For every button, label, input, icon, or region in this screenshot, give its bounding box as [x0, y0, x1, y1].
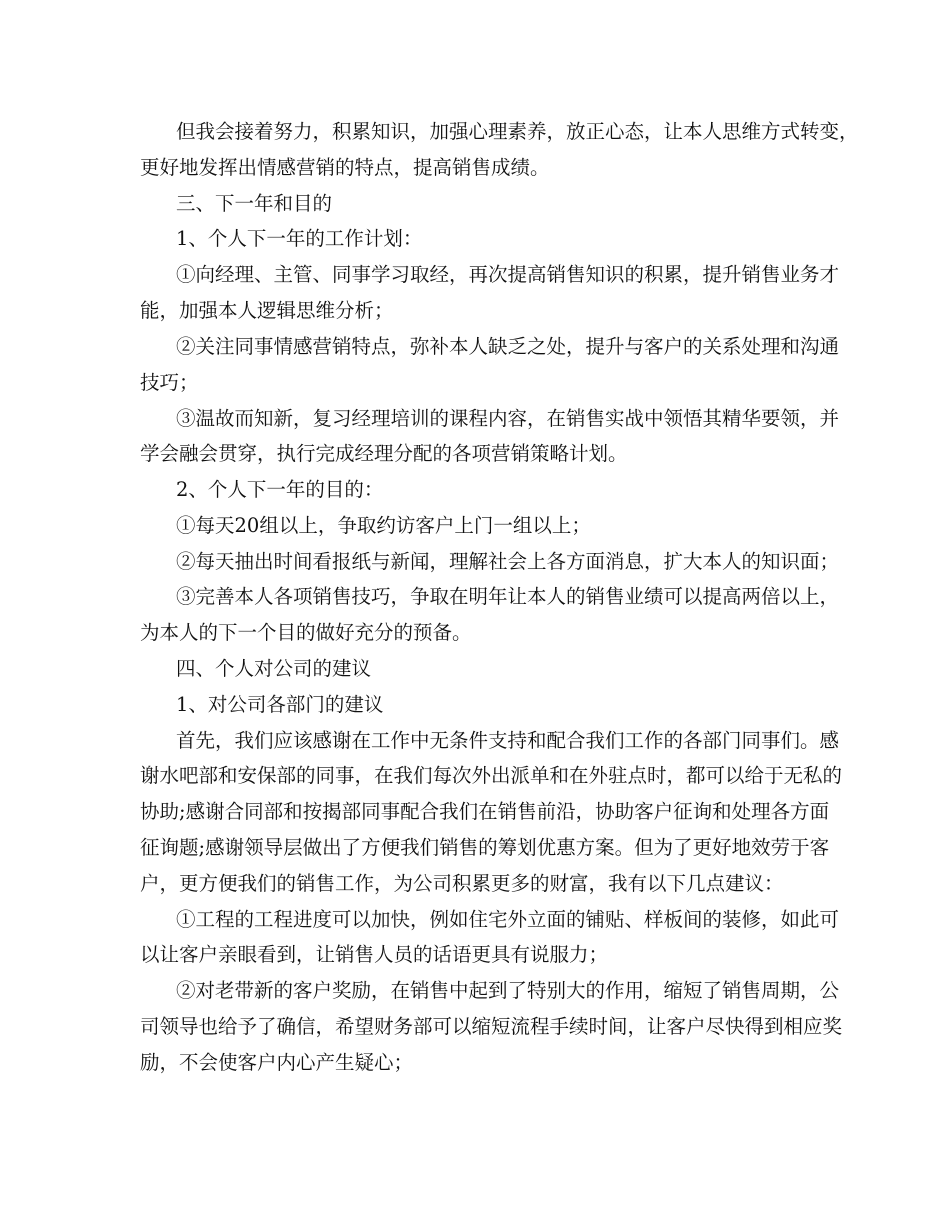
text-line: 户，更方便我们的销售工作，为公司积累更多的财富，我有以下几点建议：	[140, 872, 784, 895]
text-line: 协助;感谢合同部和按揭部同事配合我们在销售前沿，协助客户征询和处理各方面	[140, 800, 830, 823]
list-item: ③完善本人各项销售技巧，争取在明年让本人的销售业绩可以提高两倍以上，	[176, 585, 840, 608]
text-line: 学会融会贯穿，执行完成经理分配的各项营销策略计划。	[140, 442, 628, 465]
text-line: ②关注同事情感营销特点，弥补本人缺乏之处，提升与客户的关系处理和沟通	[176, 335, 840, 358]
text-line: 首先，我们应该感谢在工作中无条件支持和配合我们工作的各部门同事们。感	[176, 729, 840, 752]
subsection-heading: 1、个人下一年的工作计划：	[176, 227, 423, 250]
text-line: 技巧；	[140, 371, 199, 394]
text-line: 以让客户亲眼看到，让销售人员的话语更具有说服力；	[140, 943, 609, 966]
text-line: 更好地发挥出情感营销的特点，提高销售成绩。	[140, 156, 550, 179]
text-line: 谢水吧部和安保部的同事，在我们每次外出派单和在外驻点时，都可以给于无私的	[140, 764, 843, 787]
text-line: 征询题;感谢领导层做出了方便我们销售的筹划优惠方案。但为了更好地效劳于客	[140, 836, 830, 859]
section-heading: 三、下一年和目的	[176, 192, 333, 215]
list-item: ①工程的工程进度可以加快，例如住宅外立面的铺贴、样板间的装修，如此可	[176, 908, 840, 931]
text-line: 但我会接着努力，积累知识，加强心理素养，放正心态，让本人思维方式转变，	[176, 120, 859, 143]
text-line: 为本人的下一个目的做好充分的预备。	[140, 621, 472, 644]
section-heading: 四、个人对公司的建议	[176, 657, 372, 680]
list-item: ②对老带新的客户奖励，在销售中起到了特别大的作用，缩短了销售周期，公	[176, 979, 840, 1002]
text-line: ③温故而知新，复习经理培训的课程内容，在销售实战中领悟其精华要领，并	[176, 407, 840, 430]
subsection-heading: 1、对公司各部门的建议	[176, 693, 384, 716]
text-line: 励，不会使客户内心产生疑心；	[140, 1051, 414, 1074]
text-line: 司领导也给予了确信，希望财务部可以缩短流程手续时间，让客户尽快得到相应奖	[140, 1015, 843, 1038]
list-item: ①每天20组以上，争取约访客户上门一组以上；	[176, 514, 591, 537]
list-item: ②每天抽出时间看报纸与新闻，理解社会上各方面消息，扩大本人的知识面；	[176, 550, 840, 573]
text-line: ①向经理、主管、同事学习取经，再次提高销售知识的积累，提升销售业务才	[176, 263, 840, 286]
text-line: 能，加强本人逻辑思维分析；	[140, 299, 394, 322]
subsection-heading: 2、个人下一年的目的：	[176, 478, 384, 501]
